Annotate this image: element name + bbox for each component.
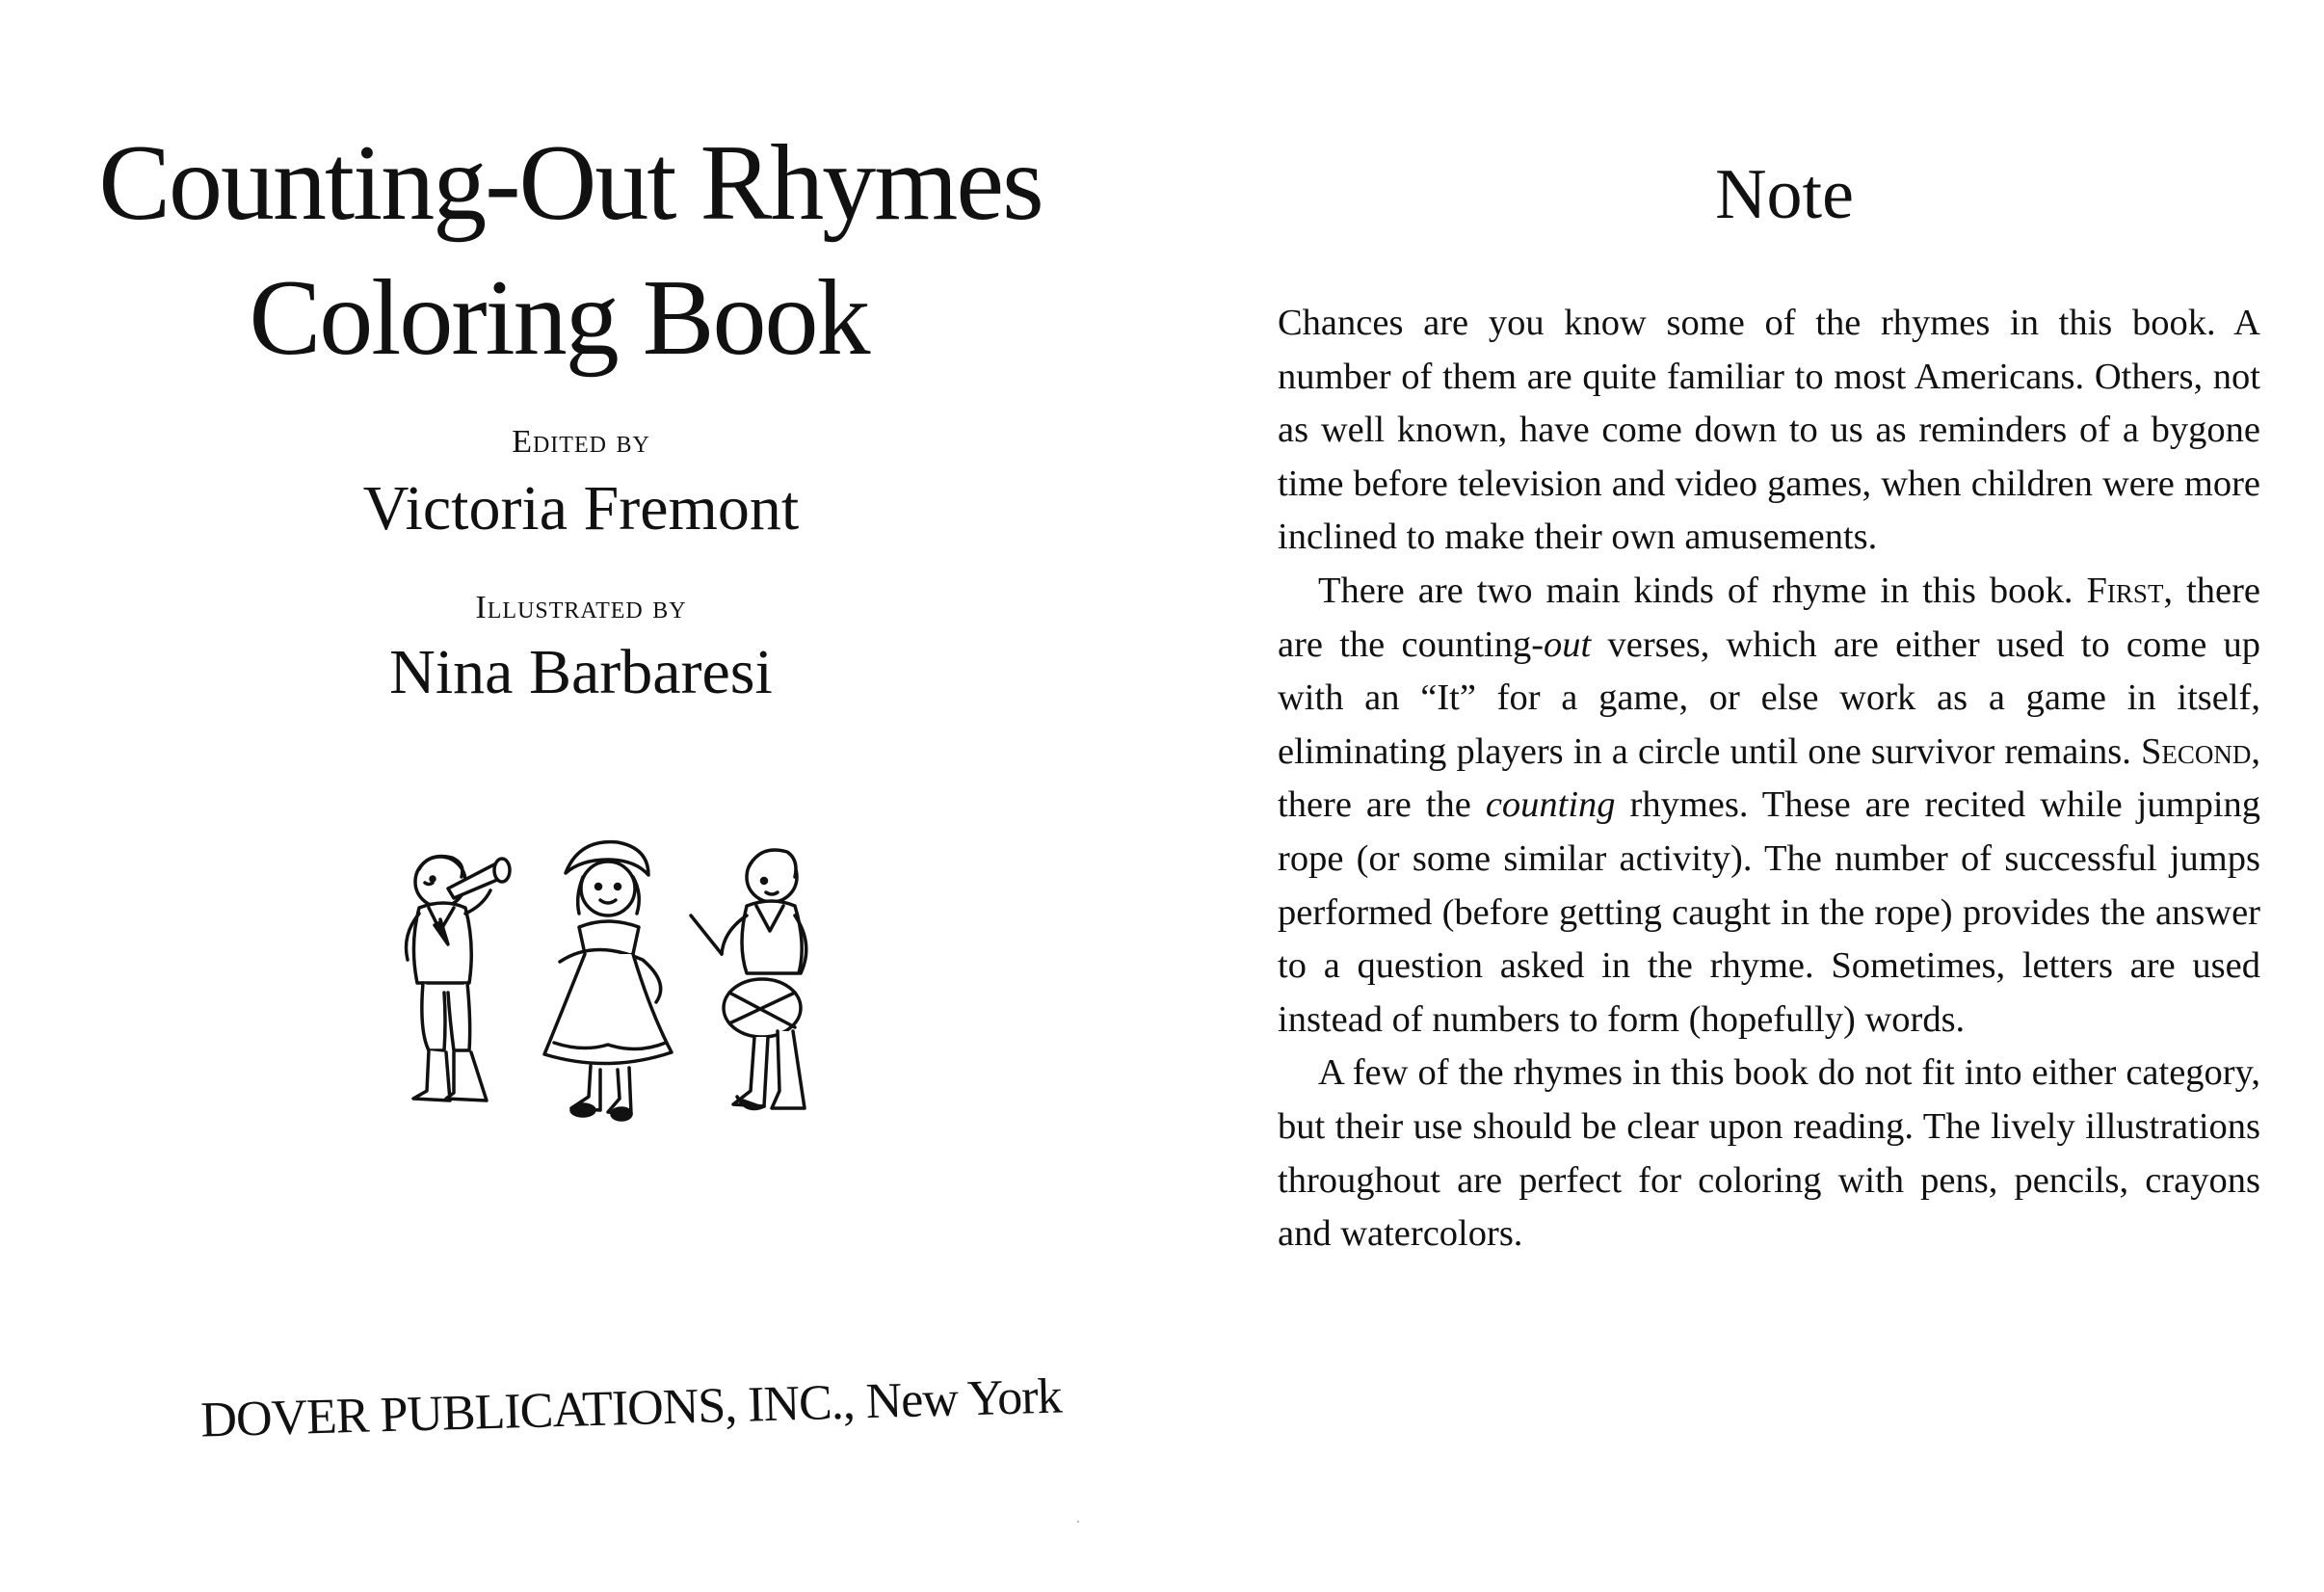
note-paragraph-2-text-e: rhymes. These are recited while jumping rope (or some similar activity). The number of successful jumps performed (before getting caught in the rope) provides the answer to a question asked in the rhyme. Sometimes, letters are used instead of numbers to form (hopefully) words. <box>1278 784 2261 1040</box>
note-paragraph-2-text-b: there are the counting- <box>1278 570 2261 665</box>
counting-emphasis: counting <box>1485 784 1616 826</box>
note-paragraph-2-text-d: there are the <box>1278 784 1471 826</box>
out-emphasis: out <box>1544 624 1592 665</box>
note-paragraph-2-text-a: There are two main kinds of rhyme in this book. <box>1318 570 2073 611</box>
dancing-girl-figure <box>544 842 672 1120</box>
illustrated-by-label: Illustrated by <box>475 590 687 625</box>
edited-by-label: Edited by <box>512 424 650 460</box>
drummer-boy-figure <box>691 850 806 1108</box>
publisher-imprint: DOVER PUBLICATIONS, INC., New York <box>199 1368 1063 1448</box>
book-title-line-2: Coloring Book <box>249 258 869 378</box>
note-paragraph-3: A few of the rhymes in this book do not fit into either category, but their use should be clear upon reading. The lively illustrations throughout are perfect for coloring with pens, pencils, crayons and watercolors. <box>1278 1052 2260 1255</box>
note-page <box>1243 0 2324 1592</box>
editor-name: Victoria Fremont <box>362 473 800 544</box>
scan-speck <box>1077 1521 1079 1523</box>
illustrator-name: Nina Barbaresi <box>389 637 773 707</box>
book-title <box>39 116 1137 385</box>
note-body <box>1278 297 2260 1261</box>
book-title-line-1: Counting-Out Rhymes <box>98 123 1043 243</box>
first-marker: First, <box>2086 570 2174 611</box>
second-marker: Second, <box>2140 730 2261 772</box>
note-paragraph-2 <box>1278 565 2260 1047</box>
note-heading: Note <box>1715 155 1854 234</box>
children-musicians-illustration <box>390 838 853 1137</box>
note-paragraph-2-text-c: verses, which are either used to come up with an “It” for a game, or else work as a game in itself, eliminating players in a circle until one survivor remains. <box>1278 624 2261 772</box>
note-paragraph-1: Chances are you know some of the rhymes in this book. A number of them are quite familiar to most Americans. Others, not as well known, have come down to us as reminders of a bygone time before television and video games, when children were more inclined to make their own amusements. <box>1278 303 2260 558</box>
trumpet-boy-figure <box>407 857 511 1101</box>
